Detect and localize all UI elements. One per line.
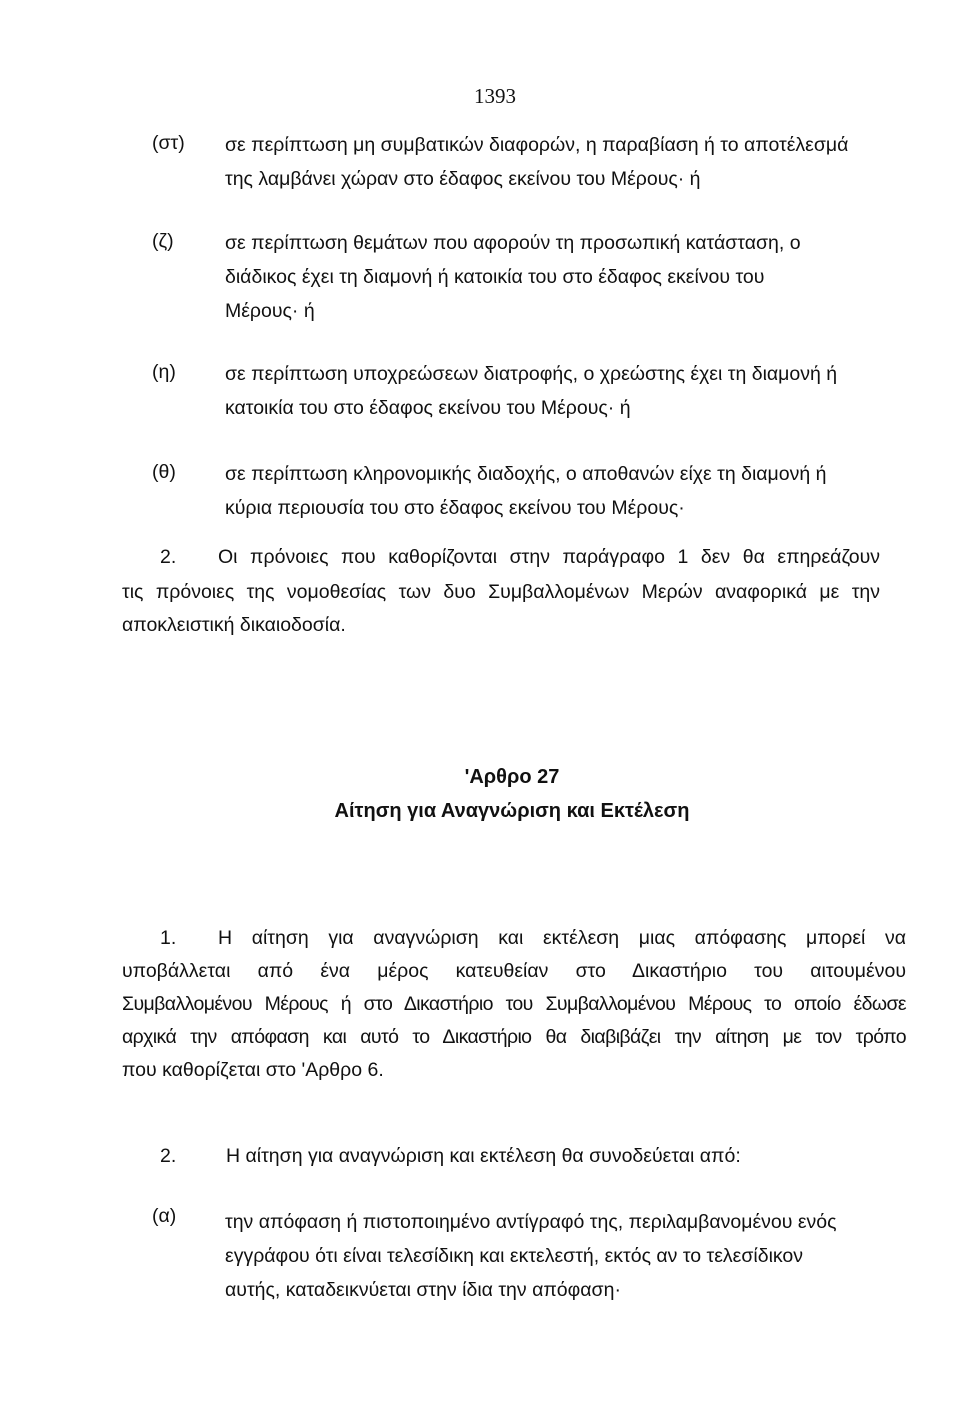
- text-line: σε περίπτωση μη συμβατικών διαφορών, η παραβίαση ή το αποτέλεσμά: [225, 134, 849, 156]
- clause-text: [225, 457, 915, 525]
- paragraph-number: 2.: [160, 546, 177, 568]
- text-line: αρχικά την απόφαση και αυτό το Δικαστήριο θα διαβιβάζει την αίτηση με τον τρόπο: [122, 1026, 906, 1048]
- clause-text: [225, 357, 915, 425]
- clause-label: (θ): [152, 461, 176, 483]
- text-line: εγγράφου ότι είναι τελεσίδικη και εκτελεστή, εκτός αν το τελεσίδικον: [225, 1245, 804, 1267]
- text-line: σε περίπτωση υποχρεώσεων διατροφής, ο χρεώστης έχει τη διαμονή ή: [225, 363, 838, 385]
- text-line: κύρια περιουσία του στο έδαφος εκείνου του Μέρους·: [225, 497, 685, 519]
- article-subtitle: Αίτηση για Αναγνώριση και Εκτέλεση: [334, 800, 690, 822]
- paragraph-number: 1.: [160, 927, 177, 949]
- text-line: την απόφαση ή πιστοποιημένο αντίγραφό της, περιλαμβανομένου ενός: [225, 1211, 837, 1233]
- text-line: διάδικος έχει τη διαμονή ή κατοικία του στο έδαφος εκείνου του: [225, 266, 765, 288]
- text-line: αυτής, καταδεικνύεται στην ίδια την απόφαση·: [225, 1279, 621, 1301]
- text-line: Οι πρόνοιες που καθορίζονται στην παράγραφο 1 δεν θα επηρεάζουν: [218, 546, 880, 568]
- clause-text: [225, 1205, 915, 1307]
- paragraph-number: 2.: [160, 1145, 177, 1167]
- clause-label: (α): [152, 1205, 177, 1227]
- page-number: 1393: [474, 84, 516, 108]
- text-line: κατοικία του στο έδαφος εκείνου του Μέρους· ή: [225, 397, 631, 419]
- text-line: υποβάλλεται από ένα μέρος κατευθείαν στο Δικαστήριο του αιτουμένου: [122, 960, 906, 982]
- text-line: Η αίτηση για αναγνώριση και εκτέλεση θα συνοδεύεται από:: [226, 1145, 741, 1167]
- text-line: που καθορίζεται στο 'Αρθρο 6.: [122, 1059, 384, 1081]
- text-line: Η αίτηση για αναγνώριση και εκτέλεση μιας απόφασης μπορεί να: [218, 927, 906, 949]
- clause-label: (ζ): [152, 230, 174, 252]
- clause-label: (η): [152, 361, 176, 383]
- text-line: σε περίπτωση κληρονομικής διαδοχής, ο αποθανών είχε τη διαμονή ή: [225, 463, 827, 485]
- text-line: σε περίπτωση θεμάτων που αφορούν τη προσωπική κατάσταση, ο: [225, 232, 801, 254]
- clause-text: [225, 128, 915, 196]
- text-line: της λαμβάνει χώραν στο έδαφος εκείνου του Μέρους· ή: [225, 168, 701, 190]
- text-line: Μέρους· ή: [225, 300, 315, 322]
- article-title: 'Αρθρο 27: [464, 766, 560, 788]
- clause-label: (στ): [152, 132, 185, 154]
- text-line: αποκλειστική δικαιοδοσία.: [122, 614, 346, 636]
- clause-text: [225, 226, 915, 328]
- text-line: Συμβαλλομένου Μέρους ή στο Δικαστήριο του Συμβαλλομένου Μέρους το οποίο έδωσε: [122, 993, 906, 1015]
- text-line: τις πρόνοιες της νομοθεσίας των δυο Συμβαλλομένων Μερών αναφορικά με την: [122, 581, 880, 603]
